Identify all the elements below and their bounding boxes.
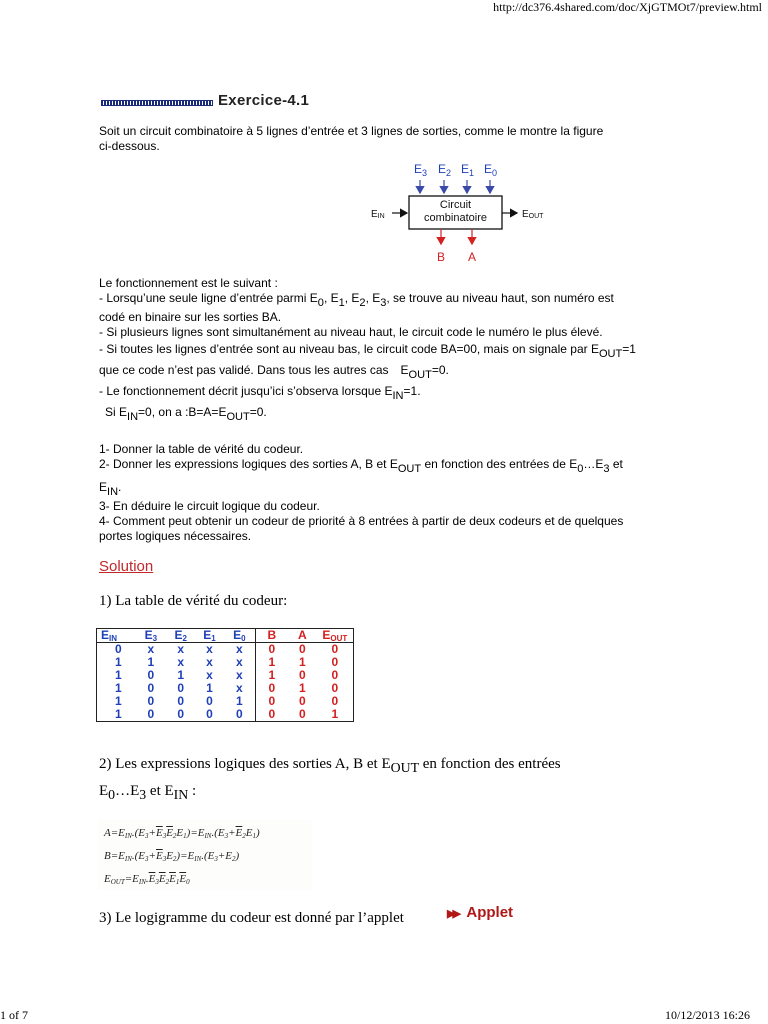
question-1: 1- Donner la table de vérité du codeur. <box>99 442 304 456</box>
table-cell: 1 <box>206 681 213 695</box>
table-cell: 0 <box>206 694 213 708</box>
table-cell: 0 <box>224 708 255 721</box>
formula-a: $A=E_{IN}.(E_3+\overline{E}_3\overline{E}_2E_1)=E_{IN}.(E_3+\overline{E}_2E_1)$ <box>104 827 260 840</box>
table-cell: 0 <box>298 707 306 721</box>
table-cell: 0 <box>206 707 213 721</box>
table-row <box>97 656 353 669</box>
question-2: 2- Donner les expressions logiques des sorties A, B et $E_{OUT}$ en fonction des entrées de $E_0\dots E_3$ et <box>99 457 623 475</box>
table-cell: 0 <box>268 642 276 656</box>
box-label-2: combinatoire <box>424 212 487 224</box>
table-cell: 1 <box>268 668 276 682</box>
table-cell: 1 <box>115 681 122 695</box>
table-cell: 1 <box>147 655 155 669</box>
fast-forward-icon: ▶▶ <box>447 908 458 920</box>
page-indicator: 1 of 7 <box>0 1008 28 1022</box>
table-cell: 0 <box>298 694 306 708</box>
table-cell: 0 <box>268 694 276 708</box>
solution-step-3: 3) Le logigramme du codeur est donné par l’applet <box>99 910 404 926</box>
table-cell: 0 <box>177 694 185 708</box>
truth-table-frame <box>96 628 354 722</box>
solution-step-1: 1) La table de vérité du codeur: <box>99 593 288 609</box>
header-e0: $E_0$ <box>224 629 255 643</box>
header-b: B <box>267 628 277 642</box>
table-cell: 0 <box>115 642 122 656</box>
fonctionnement-line-7: Si $E_{IN}=0$, on a $:B=A=E_{OUT}=0$. <box>105 405 267 423</box>
fonctionnement-line-5: que ce code n’est pas validé. Dans tous les autres cas $E_{OUT}=0$. <box>99 363 449 381</box>
table-cell: 0 <box>298 642 306 656</box>
table-cell: 1 <box>331 707 339 721</box>
table-cell: 0 <box>331 642 339 656</box>
table-cell: 0 <box>147 681 155 695</box>
header-a: A <box>297 628 307 642</box>
table-row <box>97 669 353 682</box>
header-e1: $E_1$ <box>203 628 216 643</box>
table-cell: x <box>206 655 213 669</box>
table-cell: 0 <box>268 707 276 721</box>
output-label-b: B <box>437 250 446 264</box>
intro-line-2: ci-dessous. <box>99 139 160 153</box>
ein-label: EIN <box>371 209 385 220</box>
table-cell: 1 <box>115 694 122 708</box>
table-cell: 0 <box>331 681 339 695</box>
output-label-a: A <box>468 250 477 264</box>
formula-b: $B=E_{IN}.(E_3+\overline{E}_3E_2)=E_{IN}.(E_3+E_2)$ <box>104 850 240 863</box>
question-4-cont: portes logiques nécessaires. <box>99 529 252 543</box>
table-cell: 0 <box>331 694 339 708</box>
table-cell: x <box>224 682 255 695</box>
table-cell: 0 <box>298 668 306 682</box>
header-e2: $E_2$ <box>174 628 187 643</box>
table-cell: x <box>224 656 255 669</box>
table-cell: 1 <box>224 695 255 708</box>
eout-label: EOUT <box>522 209 544 220</box>
input-label-e3: $E_3$ <box>414 162 428 178</box>
input-label-e2: $E_2$ <box>438 162 452 178</box>
fonctionnement-line-1: - Lorsqu’une seule ligne d’entrée parmi $E_0$, $E_1$, $E_2$, $E_3$, se trouve au niveau haut, son numéro est <box>99 291 614 309</box>
question-4: 4- Comment peut obtenir un codeur de priorité à 8 entrées à partir de deux codeurs et de quelques <box>99 514 624 528</box>
question-2-cont: $E_{IN}$. <box>99 480 122 498</box>
exercise-title: Exercice-4.1 <box>218 92 310 109</box>
header-ein: $E_{IN}$ <box>101 628 118 643</box>
table-cell: 0 <box>331 668 339 682</box>
fonctionnement-line-6: - Le fonctionnement décrit jusqu’ici s’observa lorsque $E_{IN}=1$. <box>99 384 421 402</box>
page-url: http://dc376.4shared.com/doc/XjGTMOt7/preview.html <box>493 0 762 14</box>
table-cell: 1 <box>268 655 276 669</box>
header-eout: $E_{OUT}$ <box>322 628 348 643</box>
table-cell: x <box>206 642 213 656</box>
formula-image <box>98 820 312 890</box>
solution-step-2: 2) Les expressions logiques des sorties A, B et $E_{OUT}$ en fonction des entrées <box>99 756 561 775</box>
circuit-diagram <box>368 158 553 266</box>
formula-eout: $E_{OUT}=E_{IN}.\overline{E}_3\overline{E}_2\overline{E}_1\overline{E}_0$ <box>104 873 190 886</box>
table-cell: x <box>177 655 185 669</box>
table-cell: 0 <box>147 707 155 721</box>
table-cell: x <box>177 642 185 656</box>
box-label-1: Circuit <box>439 199 472 211</box>
table-cell: 1 <box>298 655 306 669</box>
table-cell: x <box>147 642 155 656</box>
question-3: 3- En déduire le circuit logique du codeur. <box>99 499 320 513</box>
table-cell: 1 <box>298 681 306 695</box>
table-row <box>97 695 353 708</box>
table-cell: 1 <box>115 668 122 682</box>
table-cell: x <box>224 643 255 657</box>
table-cell: 1 <box>177 668 185 682</box>
table-cell: 0 <box>177 707 185 721</box>
print-datetime: 10/12/2013 16:26 <box>664 1008 750 1022</box>
fonctionnement-line-4: - Si toutes les lignes d’entrée sont au niveau bas, le circuit code BA=00, mais on signale par $E_{OUT}=1$ <box>99 342 636 360</box>
table-cell: 1 <box>115 707 122 721</box>
table-row <box>97 708 353 721</box>
fonctionnement-line-3: - Si plusieurs lignes sont simultanément au niveau haut, le circuit code le numéro le plus élevé. <box>99 325 603 339</box>
title-decoration <box>101 100 213 106</box>
applet-link[interactable] <box>447 904 513 922</box>
input-label-e1: $E_1$ <box>461 162 475 178</box>
applet-label[interactable]: Applet <box>466 904 514 921</box>
fonctionnement-heading: Le fonctionnement est le suivant : <box>99 276 278 290</box>
intro-line-1: Soit un circuit combinatoire à 5 lignes d’entrée et 3 lignes de sorties, comme le montre la figure <box>99 124 604 138</box>
table-cell: 1 <box>115 655 122 669</box>
table-cell: 0 <box>268 681 276 695</box>
table-cell: x <box>206 668 213 682</box>
header-e3: $E_3$ <box>144 628 158 643</box>
table-cell: x <box>224 669 255 682</box>
input-label-e0: $E_0$ <box>484 162 498 178</box>
table-cell: 0 <box>177 681 185 695</box>
solution-step-2-cont: $E_0\dots E_3$ et $E_{IN}$ : <box>99 783 197 802</box>
truth-table-header <box>97 629 353 643</box>
table-cell: 0 <box>147 668 155 682</box>
fonctionnement-line-2: codé en binaire sur les sorties BA. <box>99 310 282 324</box>
truth-table <box>97 629 353 721</box>
solution-heading: Solution <box>99 558 154 575</box>
table-cell: 0 <box>331 655 339 669</box>
table-row <box>97 643 353 657</box>
table-row <box>97 682 353 695</box>
table-cell: 0 <box>147 694 155 708</box>
